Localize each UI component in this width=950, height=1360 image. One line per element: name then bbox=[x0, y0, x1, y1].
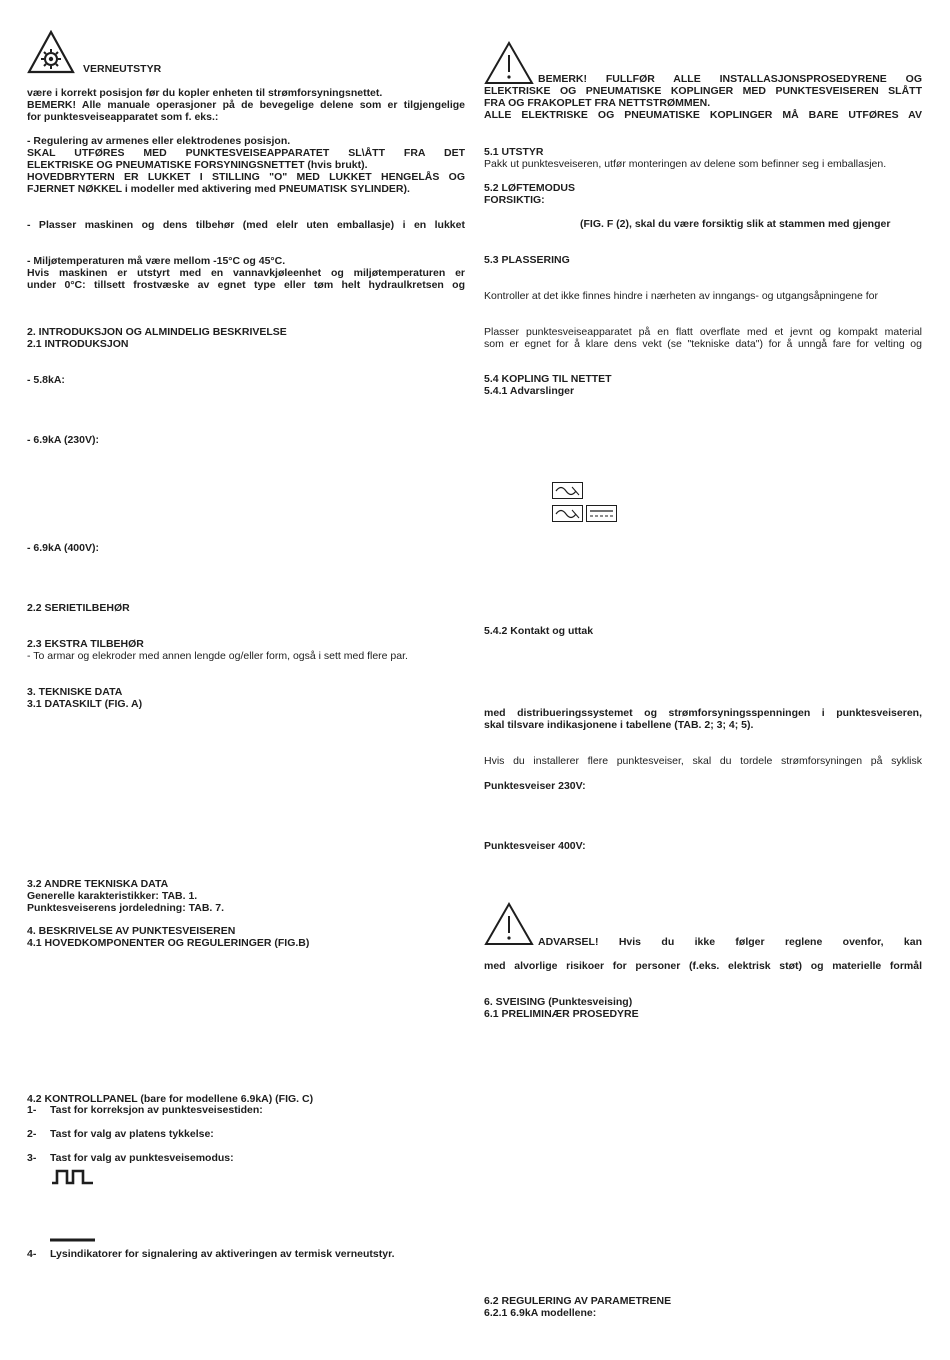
section-heading: 6.2 REGULERING AV PARAMETRENE bbox=[484, 1295, 672, 1307]
section-heading: 2.1 INTRODUKSJON bbox=[27, 338, 129, 350]
section-heading: 2.3 EKSTRA TILBEHØR bbox=[27, 638, 144, 650]
section-heading: 5.1 UTSTYR bbox=[484, 146, 544, 158]
section-heading: 5.4.1 Advarslinger bbox=[484, 385, 575, 397]
text-line: Pakk ut punktesveiseren, utfør monteringen av delene som befinner seg i emballasjen. bbox=[484, 158, 887, 170]
text-line: være i korrekt posisjon før du kopler enheten til strømforsyningsnettet. bbox=[27, 87, 383, 99]
section-heading: 6. SVEISING (Punktesveising) bbox=[484, 996, 633, 1008]
section-heading: 3. TEKNISKE DATA bbox=[27, 686, 123, 698]
text-line: Hvis du installerer flere punktesveiser, skal du tordele strømforsyningen på syklisk bbox=[484, 755, 922, 767]
section-heading: 2. INTRODUKSJON OG ALMINDELIG BESKRIVELSE bbox=[27, 326, 287, 338]
text-line: Punktesveiserens jordeledning: TAB. 7. bbox=[27, 902, 225, 914]
exclamation-warning-icon bbox=[484, 902, 534, 946]
key-description: Tast for korreksjon av punktesveisestiden: bbox=[50, 1104, 263, 1116]
section-heading: 6.2.1 6.9kA modellene: bbox=[484, 1307, 597, 1319]
pulse-mode-icon bbox=[50, 1168, 96, 1186]
section-heading: 5.4.2 Kontakt og uttak bbox=[484, 625, 594, 637]
key-description: Tast for valg av platens tykkelse: bbox=[50, 1128, 214, 1140]
text-line: Generelle karakteristikker: TAB. 1. bbox=[27, 890, 198, 902]
text-line: Punktesveiser 400V: bbox=[484, 840, 586, 852]
warning-line: ADVARSEL! Hvis du ikke følger reglene ovenfor, kan bbox=[538, 936, 922, 948]
text-line: - To armar og elekroder med annen lengde og/eller form, også i sett med flere par. bbox=[27, 650, 408, 662]
section-heading: 4.1 HOVEDKOMPONENTER OG REGULERINGER (FIG.B) bbox=[27, 937, 310, 949]
text-line: under 0°C: tillsett frostvæske av egnet type eller tøm helt hydraulkretsen og bbox=[27, 279, 465, 291]
section-heading: 3.2 ANDRE TEKNISKA DATA bbox=[27, 878, 169, 890]
section-heading: 2.2 SERIETILBEHØR bbox=[27, 602, 130, 614]
notice-line: ALLE ELEKTRISKE OG PNEUMATISKE KOPLINGER MÅ BARE UTFØRES AV bbox=[484, 109, 922, 121]
warning-line: med alvorlige risikoer for personer (f.eks. elektrisk støt) og materielle formål bbox=[484, 960, 922, 972]
continuous-mode-icon bbox=[50, 1237, 96, 1243]
section-heading: 5.4 KOPLING TIL NETTET bbox=[484, 373, 612, 385]
text-line: HOVEDBRYTERN ER LUKKET I STILLING "O" MED LUKKET HENGELÅS OG bbox=[27, 171, 465, 183]
exclamation-warning-icon bbox=[484, 41, 534, 85]
key-description: Lysindikatorer for signalering av aktiveringen av termisk verneutstyr. bbox=[50, 1248, 395, 1260]
section-heading: 4.2 KONTROLLPANEL (bare for modellene 6.9kA) (FIG. C) bbox=[27, 1093, 314, 1105]
text-line: FJERNET NØKKEL i modeller med aktivering med PNEUMATISK SYLINDER). bbox=[27, 183, 410, 195]
text-line: Punktesveiser 230V: bbox=[484, 780, 586, 792]
notice-line: FRA OG FRAKOPLET FRA NETTSTRØMMEN. bbox=[484, 97, 711, 109]
section-heading: 4. BESKRIVELSE AV PUNKTESVEISEREN bbox=[27, 925, 236, 937]
dc-symbol-icon bbox=[586, 505, 617, 522]
text-line: - Miljøtemperaturen må være mellom -15°C og 45°C. bbox=[27, 255, 286, 267]
key-number: 3- bbox=[27, 1152, 37, 1164]
text-line: Kontroller at det ikke finnes hindre i nærheten av inngangs- og utgangsåpningene for bbox=[484, 290, 879, 302]
model-item: - 6.9kA (400V): bbox=[27, 542, 99, 554]
section-heading: 6.1 PRELIMINÆR PROSEDYRE bbox=[484, 1008, 639, 1020]
key-number: 4- bbox=[27, 1248, 37, 1260]
gear-warning-icon bbox=[27, 30, 75, 74]
model-item: - 6.9kA (230V): bbox=[27, 434, 99, 446]
text-line: - Plasser maskinen og dens tilbehør (med elelr uten emballasje) i en lukket bbox=[27, 219, 465, 231]
text-line: BEMERK! Alle manuale operasjoner på de bevegelige delene som er tilgjengelige bbox=[27, 99, 465, 111]
text-line: ELEKTRISKE OG PNEUMATISKE FORSYNINGSNETTET (hvis brukt). bbox=[27, 159, 368, 171]
text-line: (FIG. F (2), skal du være forsiktig slik at stammen med gjenger bbox=[580, 218, 891, 230]
protective-equipment-heading: VERNEUTSTYR bbox=[83, 63, 162, 75]
text-line: - Regulering av armenes eller elektrodenes posisjon. bbox=[27, 135, 291, 147]
text-line: SKAL UTFØRES MED PUNKTESVEISEAPPARATET SL\ÅTT FRA DET bbox=[27, 147, 465, 159]
section-heading: 3.1 DATASKILT (FIG. A) bbox=[27, 698, 143, 710]
ac-mains-symbol-icon bbox=[552, 482, 583, 499]
text-line: for punktesveiseapparatet som f. eks.: bbox=[27, 111, 219, 123]
section-heading: 5.2 LØFTEMODUS bbox=[484, 182, 576, 194]
section-heading: 5.3 PLASSERING bbox=[484, 254, 570, 266]
text-line: FORSIKTIG: bbox=[484, 194, 545, 206]
text-line: Hvis maskinen er utstyrt med en vannavkjøleenhet og miljøtemperaturen er bbox=[27, 267, 465, 279]
key-number: 1- bbox=[27, 1104, 37, 1116]
text-line: skal tilsvare indikasjonene i tabellene (TAB. 2; 3; 4; 5). bbox=[484, 719, 754, 731]
text-line: med distribueringssystemet og strømforsyningsspenningen i punktesveiseren, bbox=[484, 707, 922, 719]
text-line: som er egnet for å klare dens vekt (se "tekniske data") for å unngå fare for velting og bbox=[484, 338, 922, 350]
model-item: - 5.8kA: bbox=[27, 374, 65, 386]
notice-line: ELEKTRISKE OG PNEUMATISKE KOPLINGER MED PUNKTESVEISEREN SLÅTT bbox=[484, 85, 922, 97]
notice-line: BEMERK! FULLFØR ALLE INSTALLASJONSPROSEDYRENE OG bbox=[538, 73, 922, 85]
text-line: Plasser punktesveiseapparatet på en flatt overflate med et jevnt og kompakt material bbox=[484, 326, 922, 338]
ac-mains-symbol-icon bbox=[552, 505, 583, 522]
key-number: 2- bbox=[27, 1128, 37, 1140]
key-description: Tast for valg av punktesveisemodus: bbox=[50, 1152, 234, 1164]
